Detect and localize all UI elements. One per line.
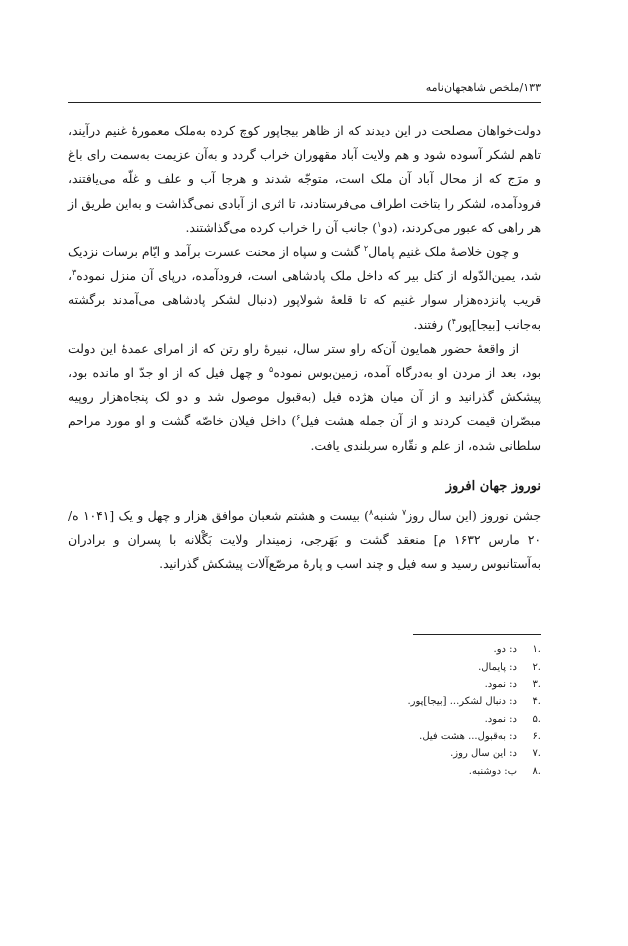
footnote-text: د: نمود.: [484, 679, 517, 691]
paragraph-2: [68, 240, 541, 337]
header-rule: [68, 102, 541, 103]
footnote-number: ۴.: [532, 696, 541, 708]
footnote-text: د: نمود.: [484, 713, 517, 725]
footnote-number: ۱.: [532, 644, 541, 656]
footnote-item: [68, 659, 541, 676]
paragraph-4-part-a: جشن نوروز (این سال روز: [406, 508, 541, 523]
footnote-separator: [413, 634, 541, 635]
footnote-ref-5: ۵: [269, 364, 274, 374]
footnote-text: د: دو.: [493, 644, 517, 656]
paragraph-1: [68, 119, 541, 240]
paragraph-1-text: دولت‌خواهان مصلحت در این دیدند که از ظاهر بیجاپور کوچ کرده به‌ملک معمورهٔ غنیم درآیند، تاهم لشکر آسوده شود و هم ولایت آباد مقهوران خراب گردد و به‌آن عزیمت به‌سمت رای باغ و مرَج که از محال آباد آن ملک است، متوجّه شدند و هرجا آب و علف و غلّه می‌یافتند، فرودآمده، لشکر را بتاخت اطراف می‌فرستادند، تا اثری از آبادی نمی‌گذاشت و به‌این طریق از هر راهی که عبور می‌کردند، (دو: [68, 124, 541, 235]
footnote-number: ۶.: [532, 730, 541, 742]
footnote-item: [68, 711, 541, 728]
footnote-ref-1: ۱: [377, 219, 382, 229]
paragraph-3: [68, 337, 541, 458]
paragraph-3-part-c: ) داخل فیلان خاصّه گشت و او مورد مراحم سلطانی شده، از علم و نقّاره سربلندی یافت.: [68, 414, 541, 453]
paragraph-4-part-b: شنبه: [373, 508, 402, 523]
footnote-text: د: به‌قبول... هشت فیل.: [419, 730, 517, 742]
paragraph-2-part-d: ) رفتند.: [413, 317, 452, 332]
footnote-text: د: پایمال.: [478, 661, 517, 673]
footnote-number: ۷.: [532, 748, 541, 760]
footnote-text: د: دنبال لشکر... [بیجا]پور.: [407, 696, 517, 708]
running-head: ۱۳۳/ملخص شاهجهان‌نامه: [425, 81, 541, 94]
footnote-item: [68, 693, 541, 710]
footnote-number: ۳.: [532, 679, 541, 691]
paragraph-1-end: ) جانب آن را خراب کرده می‌گذاشتند.: [185, 220, 377, 235]
paragraph-2-part-b: گشت و سپاه از محنت عسرت برآمد و ایّام برسات نزدیک شد، یمین‌الدّوله از کتل بیر که داخل ملک پادشاهی است، فرودآمده، درپای آن منزل نموده: [68, 245, 541, 284]
footnote-item: [68, 745, 541, 762]
footnote-item: [68, 641, 541, 658]
section-title: نوروز جهان افروز: [445, 478, 541, 494]
footnote-item: [68, 728, 541, 745]
document-page: [68, 78, 541, 780]
footnote-ref-6: ۶: [296, 413, 301, 423]
paragraph-3-part-b: و چهل فیل که از او جدّ او مانده بود، پیشکش گذرانید و از آن میان هژده فیل (به‌قبول موصول شد و دو لک پنجاه‌هزار روپیه مبصّران قیمت کردند و از آن جمله هشت فیل: [68, 366, 541, 429]
footnote-list: [68, 641, 541, 779]
paragraph-4-part-c: ) بیست و هشتم شعبان موافق هزار و چهل و یک [۱۰۴۱ ه/۲۰ مارس ۱۶۳۲ م] منعقد گشت و بَهَرجی، زمیندار ولایت بَگْلانه با پسران و برادران به‌آستانبوس رسید و سه فیل و چند اسب و پارهٔ مرصّع‌آلات پیشکش گذرانید.: [68, 508, 541, 572]
footnote-ref-8: ۸: [368, 507, 374, 517]
paragraph-4: [68, 504, 541, 577]
footnote-item: [68, 763, 541, 780]
footnote-ref-2: ۲: [363, 243, 369, 253]
footnote-ref-7: ۷: [401, 507, 407, 517]
footnote-ref-4: ۴: [451, 316, 457, 326]
footnote-item: [68, 676, 541, 693]
paragraph-2-part-c: ، قریب پانزده‌هزار سوار غنیم که تا قلعهٔ شولاپور (دنبال لشکر پادشاهی می‌آمدند برگشته به‌جانب [بیجا]پور: [68, 269, 541, 332]
paragraph-3-part-a: از واقعهٔ حضور همایون آن‌که راو ستر سال، نبیرهٔ راو رتن که از امرای عمدهٔ این دولت بود، بعد از مردن او به‌درگاه آمده، زمین‌بوس نموده: [68, 341, 542, 381]
footnote-number: ۸.: [532, 765, 541, 777]
footnote-text: د: این سال روز.: [450, 748, 517, 760]
footnote-text: ب: دوشنبه.: [468, 765, 517, 777]
footnote-number: ۵.: [532, 713, 541, 725]
footnote-number: ۲.: [532, 661, 541, 673]
paragraph-2-part-a: و چون خلاصهٔ ملک غنیم پامال: [368, 245, 519, 260]
footnote-ref-3: ۳: [71, 268, 77, 278]
